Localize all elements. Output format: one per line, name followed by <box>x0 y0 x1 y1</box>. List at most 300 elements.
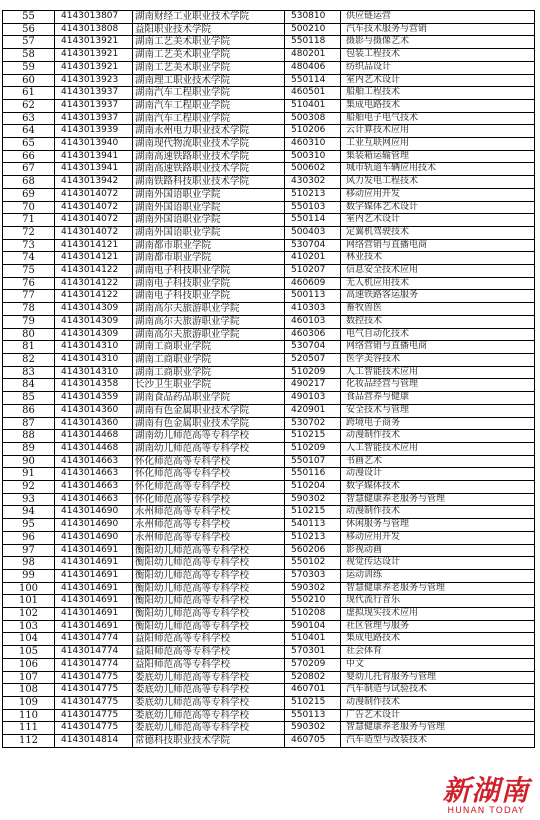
major-name-cell: 数字媒体艺术设计 <box>341 201 535 214</box>
school-name-cell: 益阳师范高等专科学校 <box>133 658 285 671</box>
school-code-cell: 4143013941 <box>55 150 133 163</box>
school-name-cell: 常德科技职业技术学院 <box>133 735 285 748</box>
table-row <box>3 582 535 595</box>
school-code-cell: 4143013940 <box>55 138 133 151</box>
major-code-cell: 560206 <box>285 544 341 557</box>
major-name-cell: 数控技术 <box>341 315 535 328</box>
school-name-cell: 长沙卫生职业学院 <box>133 379 285 392</box>
row-number-cell: 83 <box>3 366 55 379</box>
major-code-cell: 510204 <box>285 481 341 494</box>
table-row <box>3 696 535 709</box>
row-number-cell: 70 <box>3 201 55 214</box>
major-name-cell: 室内艺术设计 <box>341 214 535 227</box>
major-name-cell: 网络营销与直播电商 <box>341 239 535 252</box>
major-name-cell: 安全技术与管理 <box>341 404 535 417</box>
row-number-cell: 82 <box>3 353 55 366</box>
school-name-cell: 怀化师范高等专科学校 <box>133 468 285 481</box>
major-code-cell: 490217 <box>285 379 341 392</box>
row-number-cell: 75 <box>3 265 55 278</box>
major-code-cell: 550107 <box>285 455 341 468</box>
school-code-cell: 4143014309 <box>55 328 133 341</box>
row-number-cell: 102 <box>3 608 55 621</box>
row-number-cell: 65 <box>3 138 55 151</box>
table-row <box>3 595 535 608</box>
major-name-cell: 供应链运营 <box>341 11 535 24</box>
school-code-cell: 4143014310 <box>55 366 133 379</box>
row-number-cell: 64 <box>3 125 55 138</box>
table-row <box>3 277 535 290</box>
major-code-cell: 430302 <box>285 176 341 189</box>
major-list-table <box>2 10 535 748</box>
major-name-cell: 动漫制作技术 <box>341 696 535 709</box>
school-code-cell: 4143014691 <box>55 608 133 621</box>
major-code-cell: 510213 <box>285 188 341 201</box>
table-row <box>3 163 535 176</box>
school-name-cell: 湖南高尔夫旅游职业学院 <box>133 328 285 341</box>
table-row <box>3 265 535 278</box>
school-code-cell: 4143013941 <box>55 163 133 176</box>
row-number-cell: 111 <box>3 722 55 735</box>
table-row <box>3 417 535 430</box>
school-code-cell: 4143013921 <box>55 61 133 74</box>
school-code-cell: 4143014691 <box>55 595 133 608</box>
major-code-cell: 500210 <box>285 23 341 36</box>
row-number-cell: 100 <box>3 582 55 595</box>
school-name-cell: 怀化师范高等专科学校 <box>133 455 285 468</box>
major-code-cell: 550113 <box>285 709 341 722</box>
school-code-cell: 4143013923 <box>55 74 133 87</box>
table-row <box>3 531 535 544</box>
major-code-cell: 590302 <box>285 582 341 595</box>
major-code-cell: 510209 <box>285 366 341 379</box>
major-name-cell: 视觉传达设计 <box>341 557 535 570</box>
table-row <box>3 366 535 379</box>
major-code-cell: 550102 <box>285 557 341 570</box>
row-number-cell: 104 <box>3 633 55 646</box>
row-number-cell: 81 <box>3 341 55 354</box>
school-code-cell: 4143014360 <box>55 404 133 417</box>
school-code-cell: 4143014690 <box>55 519 133 532</box>
table-row <box>3 455 535 468</box>
row-number-cell: 96 <box>3 531 55 544</box>
major-code-cell: 550114 <box>285 214 341 227</box>
major-code-cell: 520507 <box>285 353 341 366</box>
table-row <box>3 709 535 722</box>
table-row <box>3 49 535 62</box>
major-name-cell: 定翼机驾驶技术 <box>341 226 535 239</box>
table-row <box>3 671 535 684</box>
major-code-cell: 410201 <box>285 252 341 265</box>
school-code-cell: 4143014775 <box>55 684 133 697</box>
row-number-cell: 66 <box>3 150 55 163</box>
school-code-cell: 4143014121 <box>55 252 133 265</box>
table-row <box>3 214 535 227</box>
major-name-cell: 云计算技术应用 <box>341 125 535 138</box>
major-name-cell: 化妆品经营与管理 <box>341 379 535 392</box>
table-row <box>3 608 535 621</box>
school-name-cell: 益阳师范高等专科学校 <box>133 633 285 646</box>
major-code-cell: 550103 <box>285 201 341 214</box>
school-name-cell: 湖南高速铁路职业技术学院 <box>133 150 285 163</box>
major-name-cell: 运动训练 <box>341 569 535 582</box>
row-number-cell: 59 <box>3 61 55 74</box>
major-name-cell: 婴幼儿托育服务与管理 <box>341 671 535 684</box>
row-number-cell: 89 <box>3 442 55 455</box>
school-name-cell: 衡阳幼儿师范高等专科学校 <box>133 569 285 582</box>
row-number-cell: 112 <box>3 735 55 748</box>
table-row <box>3 99 535 112</box>
major-code-cell: 590302 <box>285 722 341 735</box>
major-name-cell: 虚拟现实技术应用 <box>341 608 535 621</box>
table-row <box>3 442 535 455</box>
school-name-cell: 永州师范高等专科学校 <box>133 506 285 519</box>
school-code-cell: 4143014663 <box>55 455 133 468</box>
major-name-cell: 跨境电子商务 <box>341 417 535 430</box>
school-name-cell: 湖南汽车工程职业学院 <box>133 99 285 112</box>
school-name-cell: 湖南高尔夫旅游职业学院 <box>133 303 285 316</box>
school-name-cell: 衡阳幼儿师范高等专科学校 <box>133 608 285 621</box>
major-name-cell: 电气自动化技术 <box>341 328 535 341</box>
major-name-cell: 智慧健康养老服务与管理 <box>341 582 535 595</box>
school-name-cell: 湖南永州电力职业技术学院 <box>133 125 285 138</box>
news-watermark <box>436 776 536 816</box>
major-name-cell: 船舶工程技术 <box>341 87 535 100</box>
table-row <box>3 620 535 633</box>
row-number-cell: 91 <box>3 468 55 481</box>
table-row <box>3 519 535 532</box>
major-code-cell: 510209 <box>285 442 341 455</box>
major-code-cell: 510215 <box>285 430 341 443</box>
major-code-cell: 500602 <box>285 163 341 176</box>
school-code-cell: 4143014774 <box>55 658 133 671</box>
major-code-cell: 590302 <box>285 493 341 506</box>
school-code-cell: 4143014072 <box>55 201 133 214</box>
school-code-cell: 4143014122 <box>55 265 133 278</box>
school-name-cell: 湖南幼儿师范高等专科学校 <box>133 442 285 455</box>
school-code-cell: 4143013939 <box>55 125 133 138</box>
school-code-cell: 4143014814 <box>55 735 133 748</box>
school-name-cell: 湖南电子科技职业学院 <box>133 290 285 303</box>
row-number-cell: 60 <box>3 74 55 87</box>
watermark-logo: 新湖南 <box>442 774 530 807</box>
school-code-cell: 4143014072 <box>55 188 133 201</box>
row-number-cell: 67 <box>3 163 55 176</box>
school-code-cell: 4143014775 <box>55 709 133 722</box>
school-code-cell: 4143014774 <box>55 646 133 659</box>
school-code-cell: 4143014122 <box>55 277 133 290</box>
table-row <box>3 125 535 138</box>
row-number-cell: 57 <box>3 36 55 49</box>
row-number-cell: 71 <box>3 214 55 227</box>
major-name-cell: 数字媒体技术 <box>341 481 535 494</box>
school-code-cell: 4143014360 <box>55 417 133 430</box>
school-name-cell: 湖南工艺美术职业学院 <box>133 36 285 49</box>
school-name-cell: 湖南财经工业职业技术学院 <box>133 11 285 24</box>
major-code-cell: 530810 <box>285 11 341 24</box>
table-body <box>3 11 535 748</box>
table-row <box>3 61 535 74</box>
row-number-cell: 68 <box>3 176 55 189</box>
row-number-cell: 93 <box>3 493 55 506</box>
major-code-cell: 510208 <box>285 608 341 621</box>
major-name-cell: 影视动画 <box>341 544 535 557</box>
school-code-cell: 4143013921 <box>55 49 133 62</box>
row-number-cell: 58 <box>3 49 55 62</box>
row-number-cell: 95 <box>3 519 55 532</box>
row-number-cell: 109 <box>3 696 55 709</box>
school-code-cell: 4143013942 <box>55 176 133 189</box>
school-code-cell: 4143014309 <box>55 303 133 316</box>
table-row <box>3 328 535 341</box>
school-name-cell: 湖南铁路科技职业技术学院 <box>133 176 285 189</box>
school-name-cell: 怀化师范高等专科学校 <box>133 493 285 506</box>
major-code-cell: 570209 <box>285 658 341 671</box>
school-code-cell: 4143014775 <box>55 696 133 709</box>
school-name-cell: 湖南工艺美术职业学院 <box>133 49 285 62</box>
major-name-cell: 社区管理与服务 <box>341 620 535 633</box>
row-number-cell: 80 <box>3 328 55 341</box>
table-row <box>3 392 535 405</box>
row-number-cell: 56 <box>3 23 55 36</box>
major-code-cell: 460310 <box>285 138 341 151</box>
table-row <box>3 138 535 151</box>
major-code-cell: 460701 <box>285 684 341 697</box>
school-code-cell: 4143014775 <box>55 722 133 735</box>
school-code-cell: 4143014310 <box>55 353 133 366</box>
major-name-cell: 休闲服务与管理 <box>341 519 535 532</box>
school-code-cell: 4143014468 <box>55 442 133 455</box>
table-row <box>3 633 535 646</box>
school-code-cell: 4143014468 <box>55 430 133 443</box>
major-code-cell: 460306 <box>285 328 341 341</box>
row-number-cell: 73 <box>3 239 55 252</box>
table-row <box>3 379 535 392</box>
row-number-cell: 97 <box>3 544 55 557</box>
table-row <box>3 544 535 557</box>
major-code-cell: 410303 <box>285 303 341 316</box>
table-row <box>3 684 535 697</box>
school-name-cell: 衡阳幼儿师范高等专科学校 <box>133 557 285 570</box>
row-number-cell: 69 <box>3 188 55 201</box>
school-name-cell: 湖南工商职业学院 <box>133 353 285 366</box>
school-name-cell: 湖南外国语职业学院 <box>133 188 285 201</box>
table-row <box>3 722 535 735</box>
major-name-cell: 船舶电子电气技术 <box>341 112 535 125</box>
major-name-cell: 中文 <box>341 658 535 671</box>
major-name-cell: 食品营养与健康 <box>341 392 535 405</box>
row-number-cell: 62 <box>3 99 55 112</box>
row-number-cell: 107 <box>3 671 55 684</box>
table-row <box>3 150 535 163</box>
major-code-cell: 510215 <box>285 696 341 709</box>
school-name-cell: 湖南有色金属职业技术学院 <box>133 417 285 430</box>
school-name-cell: 湖南现代物流职业技术学院 <box>133 138 285 151</box>
table-row <box>3 23 535 36</box>
school-name-cell: 娄底幼儿师范高等专科学校 <box>133 696 285 709</box>
row-number-cell: 90 <box>3 455 55 468</box>
school-name-cell: 衡阳幼儿师范高等专科学校 <box>133 595 285 608</box>
table-row <box>3 506 535 519</box>
row-number-cell: 74 <box>3 252 55 265</box>
table-row <box>3 430 535 443</box>
major-code-cell: 490103 <box>285 392 341 405</box>
school-code-cell: 4143014775 <box>55 671 133 684</box>
major-code-cell: 480201 <box>285 49 341 62</box>
major-name-cell: 纺织品设计 <box>341 61 535 74</box>
row-number-cell: 106 <box>3 658 55 671</box>
school-code-cell: 4143013937 <box>55 87 133 100</box>
school-code-cell: 4143014663 <box>55 481 133 494</box>
major-code-cell: 500310 <box>285 150 341 163</box>
row-number-cell: 61 <box>3 87 55 100</box>
row-number-cell: 110 <box>3 709 55 722</box>
school-name-cell: 湖南幼儿师范高等专科学校 <box>133 430 285 443</box>
school-code-cell: 4143013937 <box>55 99 133 112</box>
school-name-cell: 湖南高速铁路职业技术学院 <box>133 163 285 176</box>
school-name-cell: 湖南外国语职业学院 <box>133 226 285 239</box>
major-code-cell: 500113 <box>285 290 341 303</box>
row-number-cell: 94 <box>3 506 55 519</box>
school-code-cell: 4143014072 <box>55 226 133 239</box>
major-name-cell: 动漫制作技术 <box>341 506 535 519</box>
school-code-cell: 4143014072 <box>55 214 133 227</box>
school-name-cell: 湖南理工职业技术学院 <box>133 74 285 87</box>
major-name-cell: 智慧健康养老服务与管理 <box>341 493 535 506</box>
major-code-cell: 510401 <box>285 633 341 646</box>
school-code-cell: 4143014690 <box>55 506 133 519</box>
school-name-cell: 湖南工艺美术职业学院 <box>133 61 285 74</box>
major-name-cell: 信息安全技术应用 <box>341 265 535 278</box>
school-name-cell: 湖南食品药品职业学院 <box>133 392 285 405</box>
school-code-cell: 4143014691 <box>55 582 133 595</box>
watermark-subtitle: HUNAN TODAY <box>447 806 525 816</box>
table-row <box>3 201 535 214</box>
major-name-cell: 高速铁路客运服务 <box>341 290 535 303</box>
major-name-cell: 人工智能技术应用 <box>341 366 535 379</box>
major-code-cell: 570301 <box>285 646 341 659</box>
school-code-cell: 4143013937 <box>55 112 133 125</box>
school-name-cell: 衡阳幼儿师范高等专科学校 <box>133 582 285 595</box>
major-name-cell: 城市轨道车辆应用技术 <box>341 163 535 176</box>
major-name-cell: 集成电路技术 <box>341 633 535 646</box>
major-name-cell: 包装工程技术 <box>341 49 535 62</box>
school-name-cell: 湖南外国语职业学院 <box>133 201 285 214</box>
row-number-cell: 55 <box>3 11 55 24</box>
major-code-cell: 420901 <box>285 404 341 417</box>
table-row <box>3 481 535 494</box>
school-code-cell: 4143014691 <box>55 557 133 570</box>
major-name-cell: 移动应用开发 <box>341 531 535 544</box>
major-code-cell: 510206 <box>285 125 341 138</box>
table-row <box>3 341 535 354</box>
table-row <box>3 36 535 49</box>
row-number-cell: 92 <box>3 481 55 494</box>
table-row <box>3 557 535 570</box>
major-name-cell: 书画艺术 <box>341 455 535 468</box>
row-number-cell: 101 <box>3 595 55 608</box>
major-name-cell: 广告艺术设计 <box>341 709 535 722</box>
school-name-cell: 湖南电子科技职业学院 <box>133 265 285 278</box>
row-number-cell: 76 <box>3 277 55 290</box>
table-row <box>3 735 535 748</box>
school-name-cell: 湖南汽车工程职业学院 <box>133 112 285 125</box>
school-code-cell: 4143013807 <box>55 11 133 24</box>
school-name-cell: 湖南工商职业学院 <box>133 366 285 379</box>
school-name-cell: 怀化师范高等专科学校 <box>133 481 285 494</box>
school-name-cell: 娄底幼儿师范高等专科学校 <box>133 684 285 697</box>
table-row <box>3 239 535 252</box>
major-name-cell: 医学美容技术 <box>341 353 535 366</box>
major-code-cell: 550210 <box>285 595 341 608</box>
school-name-cell: 湖南有色金属职业技术学院 <box>133 404 285 417</box>
school-name-cell: 湖南电子科技职业学院 <box>133 277 285 290</box>
major-name-cell: 畜牧兽医 <box>341 303 535 316</box>
major-code-cell: 460609 <box>285 277 341 290</box>
major-code-cell: 510401 <box>285 99 341 112</box>
school-name-cell: 娄底幼儿师范高等专科学校 <box>133 709 285 722</box>
school-name-cell: 湖南都市职业学院 <box>133 239 285 252</box>
row-number-cell: 105 <box>3 646 55 659</box>
major-name-cell: 网络营销与直播电商 <box>341 341 535 354</box>
table-row <box>3 303 535 316</box>
school-name-cell: 娄底幼儿师范高等专科学校 <box>133 722 285 735</box>
school-name-cell: 永州师范高等专科学校 <box>133 531 285 544</box>
major-code-cell: 460501 <box>285 87 341 100</box>
table-row <box>3 315 535 328</box>
major-code-cell: 480406 <box>285 61 341 74</box>
table-row <box>3 112 535 125</box>
table-row <box>3 87 535 100</box>
school-name-cell: 衡阳幼儿师范高等专科学校 <box>133 544 285 557</box>
major-code-cell: 500403 <box>285 226 341 239</box>
major-code-cell: 530704 <box>285 239 341 252</box>
table-row <box>3 252 535 265</box>
table-row <box>3 646 535 659</box>
school-name-cell: 湖南汽车工程职业学院 <box>133 87 285 100</box>
table-row <box>3 468 535 481</box>
major-name-cell: 工业互联网应用 <box>341 138 535 151</box>
table-row <box>3 11 535 24</box>
school-name-cell: 益阳师范高等专科学校 <box>133 646 285 659</box>
major-code-cell: 590104 <box>285 620 341 633</box>
major-name-cell: 汽车制造与试验技术 <box>341 684 535 697</box>
school-code-cell: 4143014122 <box>55 290 133 303</box>
school-code-cell: 4143013808 <box>55 23 133 36</box>
school-code-cell: 4143013921 <box>55 36 133 49</box>
school-code-cell: 4143014690 <box>55 531 133 544</box>
table-row <box>3 353 535 366</box>
row-number-cell: 98 <box>3 557 55 570</box>
major-code-cell: 530704 <box>285 341 341 354</box>
row-number-cell: 87 <box>3 417 55 430</box>
school-code-cell: 4143014663 <box>55 493 133 506</box>
major-code-cell: 510215 <box>285 506 341 519</box>
table-row <box>3 176 535 189</box>
row-number-cell: 108 <box>3 684 55 697</box>
major-name-cell: 集成电路技术 <box>341 99 535 112</box>
school-code-cell: 4143014121 <box>55 239 133 252</box>
major-code-cell: 510207 <box>285 265 341 278</box>
table-row <box>3 188 535 201</box>
major-code-cell: 500308 <box>285 112 341 125</box>
row-number-cell: 63 <box>3 112 55 125</box>
table-row <box>3 569 535 582</box>
major-name-cell: 集装箱运输管理 <box>341 150 535 163</box>
school-code-cell: 4143014310 <box>55 341 133 354</box>
school-code-cell: 4143014358 <box>55 379 133 392</box>
table-row <box>3 74 535 87</box>
school-code-cell: 4143014774 <box>55 633 133 646</box>
